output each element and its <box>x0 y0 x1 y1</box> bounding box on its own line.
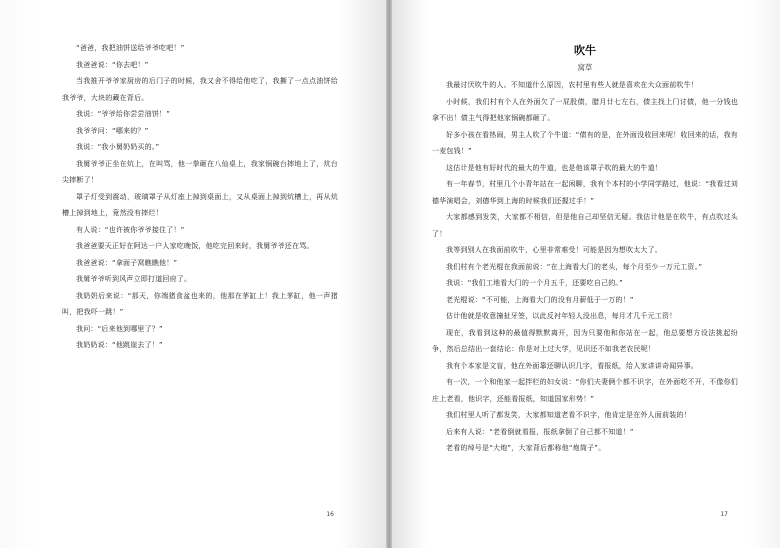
right-page-body <box>432 77 738 457</box>
paragraph: 我说：“我小舅奶奶买的。” <box>76 143 160 151</box>
paragraph: 我问：“后来他到哪里了？” <box>76 324 163 333</box>
paragraph: 当我推开爷爷家厨房的后门子的时候，我又舍不得给他吃了，我撕了一点点油饼给我爷爷，大块的藏在背后。 <box>62 77 338 102</box>
paragraph: 小时候，我们村有个人在外面欠了一屁股债，腊月廿七左右，债主找上门讨债，他一分钱也拿不出！债主气得把他家锅碗都砸了。 <box>432 97 738 122</box>
article-author: 窝草 <box>577 63 593 72</box>
paragraph: 估计他就是收意撞扯牙签，以此反衬年轻人没出息，每月才几千元工资！ <box>446 312 677 320</box>
paragraph: 这估计是他有好时代的最大的牛道，也是他该罩子吹的最大的牛道！ <box>446 163 662 172</box>
paragraph: 老看的绰号是“大炮”，大家背后都称他“炮筒子”。 <box>446 444 606 452</box>
paragraph: 我最讨厌吹牛的人。不知道什么原因，农村里有些人就是喜欢在大众面前吹牛！ <box>446 81 698 89</box>
paragraph: 我爷爷问：“哪来的？” <box>76 126 149 135</box>
paragraph: 有人说：“也许被你爷爷接住了！” <box>76 225 185 234</box>
paragraph: 我舅爷爷听到风声立即打道回府了。 <box>76 275 192 283</box>
paragraph: 我有个本家是文盲，他在外面靠还聊认识几字，看报纸，给人家讲讲奇闻异事。 <box>446 361 698 370</box>
paragraph: 我们村有个老光棍在我面前说：“在上海看大门的老头，每个月至少一万元工资。” <box>446 262 703 271</box>
paragraph: 老光棍说：“不可能，上海看大门的没有月薪低于一万的！” <box>446 295 634 304</box>
paragraph: 我说：“我们工地看大门的一个月五千，还要吃自己的。” <box>446 279 623 287</box>
article-title: 吹牛 <box>574 44 596 57</box>
paragraph: 我说：“爷爷给你尝尝油饼！” <box>76 110 171 118</box>
page-number: 16 <box>326 511 334 518</box>
paragraph: 好多小孩在看热闹，男主人吹了个牛道：“债有的是，在外面没收回来呢！收回来的话，我有一麦包钱！” <box>432 130 738 155</box>
left-page-body <box>62 40 338 354</box>
paragraph: 后来有人说：“老看倒就看报，报纸拿倒了自己都不知道！” <box>446 427 634 436</box>
paragraph: 罩子灯受到震动，玻璃罩子从灯座上掉到桌面上，又从桌面上掉到炕槽上，再从炕槽上掉到地上，竟然没有摔烂！ <box>62 192 338 217</box>
paragraph: 我爸爸说：“拿面子窝瞧瞧他！” <box>76 258 178 267</box>
paragraph: 现在，我看到这种的最值得默默离开，因为只要他和你站在一起，他总要想方设法挑起纷争，然后总结出一套结论：你是对上过大学，见识还不如我老农民呢！ <box>432 328 738 353</box>
paragraph: 我奶奶后来说：“那天，你端猪食盆也来的，他那在茅缸上！我上茅缸，他一声猪叫，把我吓一跳！” <box>62 291 338 316</box>
paragraph: 我们村里人听了都发笑，大家都知道老看不识字，他肯定是在外人面前装的！ <box>446 411 691 419</box>
paragraph: 我奶奶说：“他跳崖去了！” <box>76 341 163 349</box>
paragraph: 我爸爸说：“你去吧！” <box>76 60 149 69</box>
paragraph: 有一年春节，村里几个小青年站在一起闲聊，我有个本村的小学同学路过，他说：“我看过刘德华演唱会，刘德华到上海的时候我们还握过手！” <box>432 180 738 205</box>
paragraph: 我舅爷爷正坐在炕上，在叫骂，他一拳砸在八仙桌上，我家锅碗台摔地上了，炕台尖摔断了！ <box>62 159 338 184</box>
page-number: 17 <box>720 511 728 518</box>
paragraph: 我等到别人在我面前吹牛，心里非常难受！可能是因为想吹太大了。 <box>446 246 662 254</box>
right-page <box>392 0 780 548</box>
left-page <box>0 0 386 548</box>
paragraph: 大家都感到发笑，大家都不相信，但是他自己却坚信无疑。我估计他是在吹牛，有点吹过头了！ <box>432 213 738 238</box>
paragraph: 我爸爸要天正好在阿达一户人家吃晚饭，他吃完回来时，我舅爷爷还在骂。 <box>76 242 314 250</box>
paragraph: 有一次，一个和他家一起拌栏的妇女说：“你们夫妻俩个都不识字，在外面吃不开，不像你们庄上老看，他识字，还能看报纸，知道国家形势！” <box>432 378 738 403</box>
paragraph: “爸爸，我把油饼送给爷爷吃吧！” <box>76 44 185 52</box>
